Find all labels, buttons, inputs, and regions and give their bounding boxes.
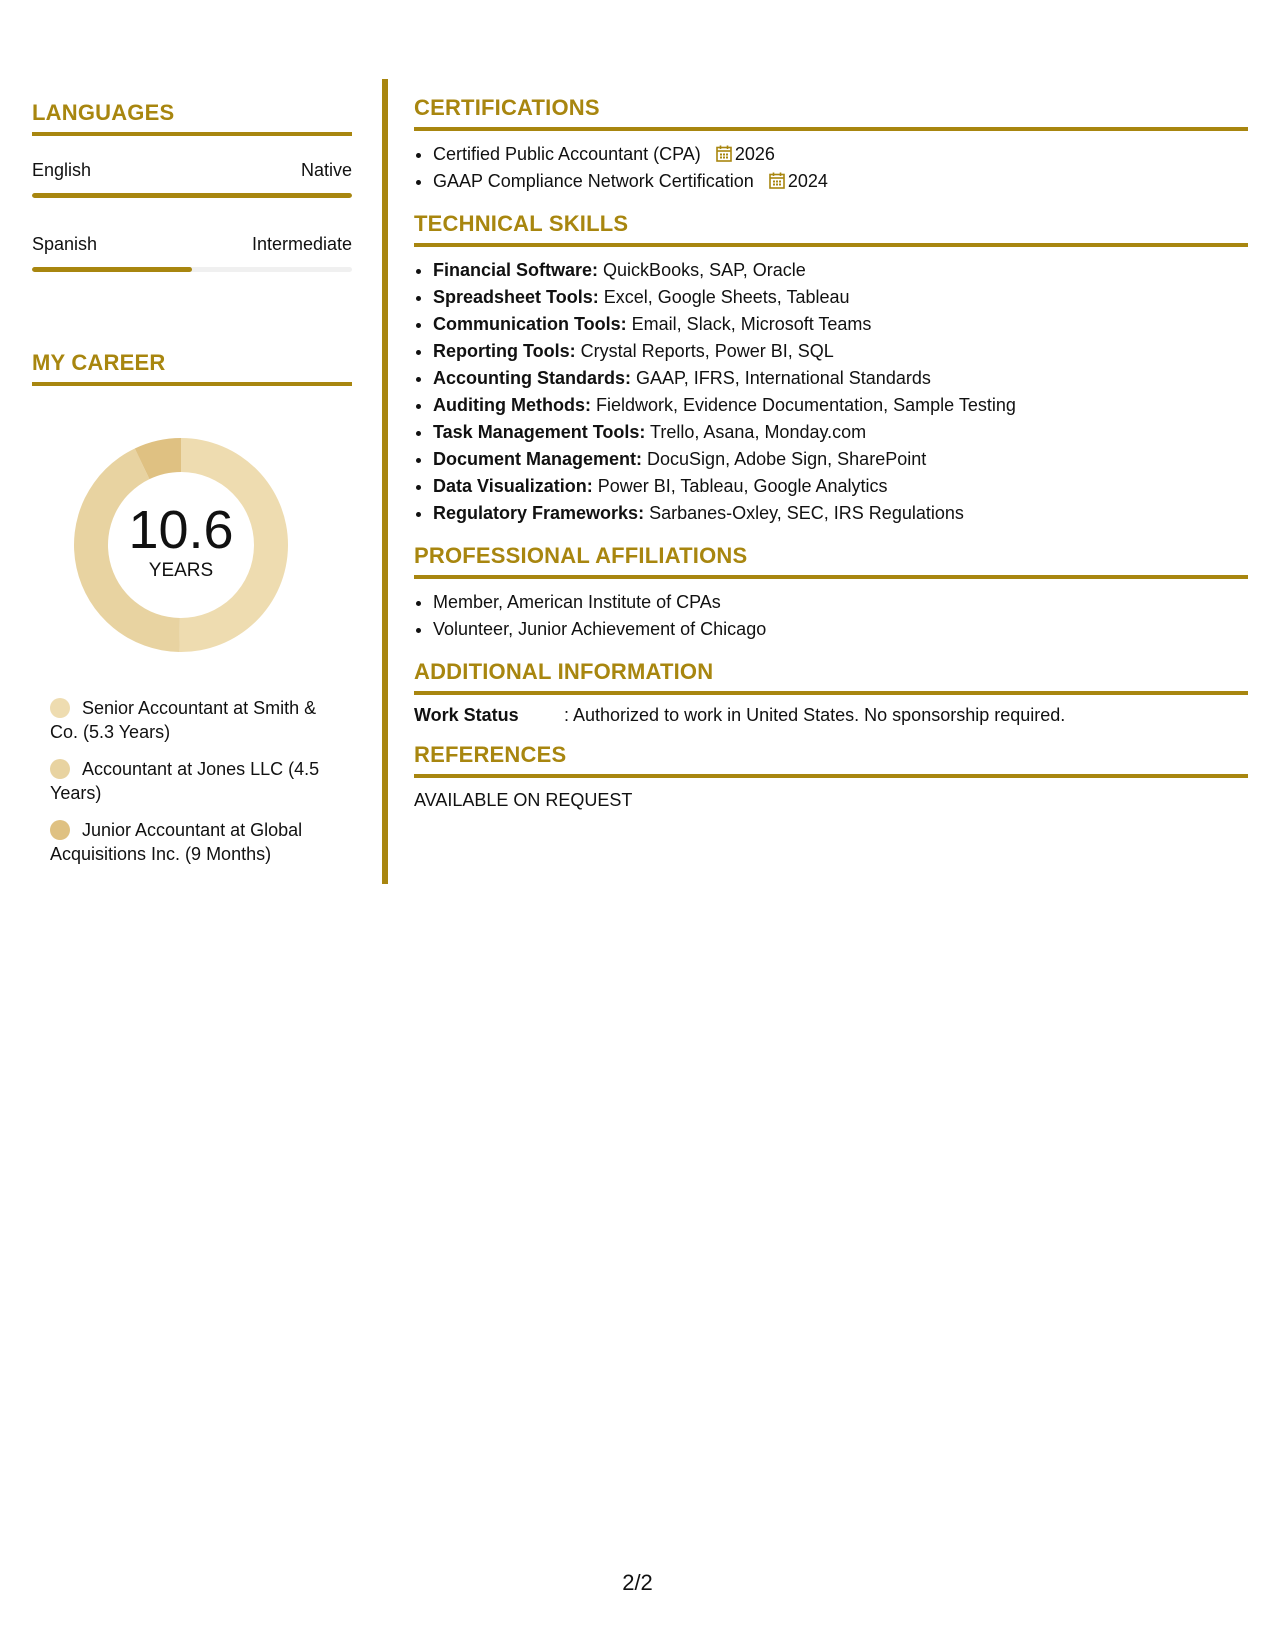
skill-label: Regulatory Frameworks: (433, 503, 645, 523)
references-text: AVAILABLE ON REQUEST (414, 790, 633, 810)
certification-year: 2026 (734, 144, 775, 164)
languages-rule (32, 132, 352, 136)
legend-label: Junior Accountant at Global Acquisitions Inc. (9 Months) (50, 820, 303, 864)
affiliations-rule (414, 575, 1248, 579)
certification-item (433, 168, 1248, 195)
affiliation-item: • Volunteer, Junior Achievement of Chicago (433, 616, 1248, 643)
skill-value: QuickBooks, SAP, Oracle (598, 260, 806, 280)
work-status-label: Work Status (414, 705, 519, 725)
career-title: MY CAREER (32, 350, 166, 375)
left-column (32, 100, 352, 879)
skill-label: Communication Tools: (433, 314, 627, 334)
skill-value: Crystal Reports, Power BI, SQL (575, 341, 834, 361)
skill-item (433, 446, 1248, 473)
skill-value: DocuSign, Adobe Sign, SharePoint (642, 449, 927, 469)
career-rule (32, 382, 352, 386)
language-name: English (32, 160, 92, 180)
technical-skills-section (414, 211, 1248, 527)
calendar-icon (716, 145, 732, 162)
language-proficiency-fill (32, 267, 192, 272)
skill-value: Sarbanes-Oxley, SEC, IRS Regulations (644, 503, 964, 523)
right-column (414, 95, 1248, 827)
legend-item (50, 757, 340, 805)
certifications-section (414, 95, 1248, 195)
legend-label: Accountant at Jones LLC (4.5 Years) (50, 759, 320, 803)
skill-label: Spreadsheet Tools: (433, 287, 599, 307)
skill-value: Excel, Google Sheets, Tableau (598, 287, 850, 307)
certification-year: 2024 (787, 171, 828, 191)
languages-title: LANGUAGES (32, 100, 175, 125)
references-title: REFERENCES (414, 742, 567, 767)
skill-value: Email, Slack, Microsoft Teams (626, 314, 872, 334)
language-item-spanish (32, 234, 352, 272)
skill-label: Document Management: (433, 449, 643, 469)
affiliations-section (414, 543, 1248, 643)
certification-name: Certified Public Accountant (CPA) (433, 144, 701, 164)
references-rule (414, 774, 1248, 778)
language-level: Native (300, 160, 352, 180)
additional-info-section (414, 659, 1248, 726)
skill-item (433, 500, 1248, 527)
skill-label: Accounting Standards: (433, 368, 632, 388)
certification-item (433, 141, 1248, 168)
technical-skills-list (414, 257, 1248, 527)
skill-label: Financial Software: (433, 260, 599, 280)
career-section (32, 350, 352, 866)
certifications-list (414, 141, 1248, 195)
skill-item (433, 365, 1248, 392)
legend-item (50, 696, 340, 744)
additional-info-rule (414, 691, 1248, 695)
skill-value: Fieldwork, Evidence Documentation, Sample Testing (590, 395, 1016, 415)
skill-value: GAAP, IFRS, International Standards (631, 368, 931, 388)
language-item-english (32, 160, 352, 198)
skill-label: Reporting Tools: (433, 341, 576, 361)
skill-item (433, 284, 1248, 311)
skill-value: Trello, Asana, Monday.com (645, 422, 867, 442)
certifications-rule (414, 127, 1248, 131)
affiliation-item: • Member, American Institute of CPAs (433, 589, 1248, 616)
technical-skills-title: TECHNICAL SKILLS (414, 211, 629, 236)
legend-dot (50, 820, 70, 840)
legend-label: Senior Accountant at Smith & Co. (5.3 Years) (50, 698, 317, 742)
column-divider (382, 79, 388, 884)
language-level: Intermediate (251, 234, 352, 254)
languages-section (32, 100, 352, 272)
work-status-row (414, 705, 1248, 726)
skill-item (433, 473, 1248, 500)
certification-name: GAAP Compliance Network Certification (433, 171, 754, 191)
legend-dot (50, 759, 70, 779)
references-section (414, 742, 1248, 811)
language-proficiency-fill (32, 193, 352, 198)
skill-label: Auditing Methods: (433, 395, 591, 415)
affiliations-list (414, 589, 1248, 643)
skill-item (433, 257, 1248, 284)
skill-value: Power BI, Tableau, Google Analytics (592, 476, 888, 496)
work-status-value: : Authorized to work in United States. No sponsorship required. (564, 705, 1066, 725)
additional-info-title: ADDITIONAL INFORMATION (414, 659, 714, 684)
donut-center (66, 430, 296, 660)
total-years-unit: YEARS (148, 560, 214, 581)
certifications-title: CERTIFICATIONS (414, 95, 600, 120)
page-number: 2/2 (622, 1570, 653, 1595)
legend-item (50, 818, 340, 866)
skill-item (433, 392, 1248, 419)
technical-skills-rule (414, 243, 1248, 247)
legend-dot (50, 698, 70, 718)
skill-item (433, 338, 1248, 365)
language-proficiency-bar (32, 193, 352, 198)
skill-item (433, 419, 1248, 446)
language-proficiency-bar (32, 267, 352, 272)
skill-item (433, 311, 1248, 338)
career-legend (50, 696, 340, 866)
skill-label: Data Visualization: (433, 476, 593, 496)
career-donut-chart (66, 430, 296, 660)
total-years-value: 10.6 (128, 500, 234, 560)
skill-label: Task Management Tools: (433, 422, 646, 442)
language-name: Spanish (32, 234, 98, 254)
affiliations-title: PROFESSIONAL AFFILIATIONS (414, 543, 748, 568)
calendar-icon (769, 172, 785, 189)
